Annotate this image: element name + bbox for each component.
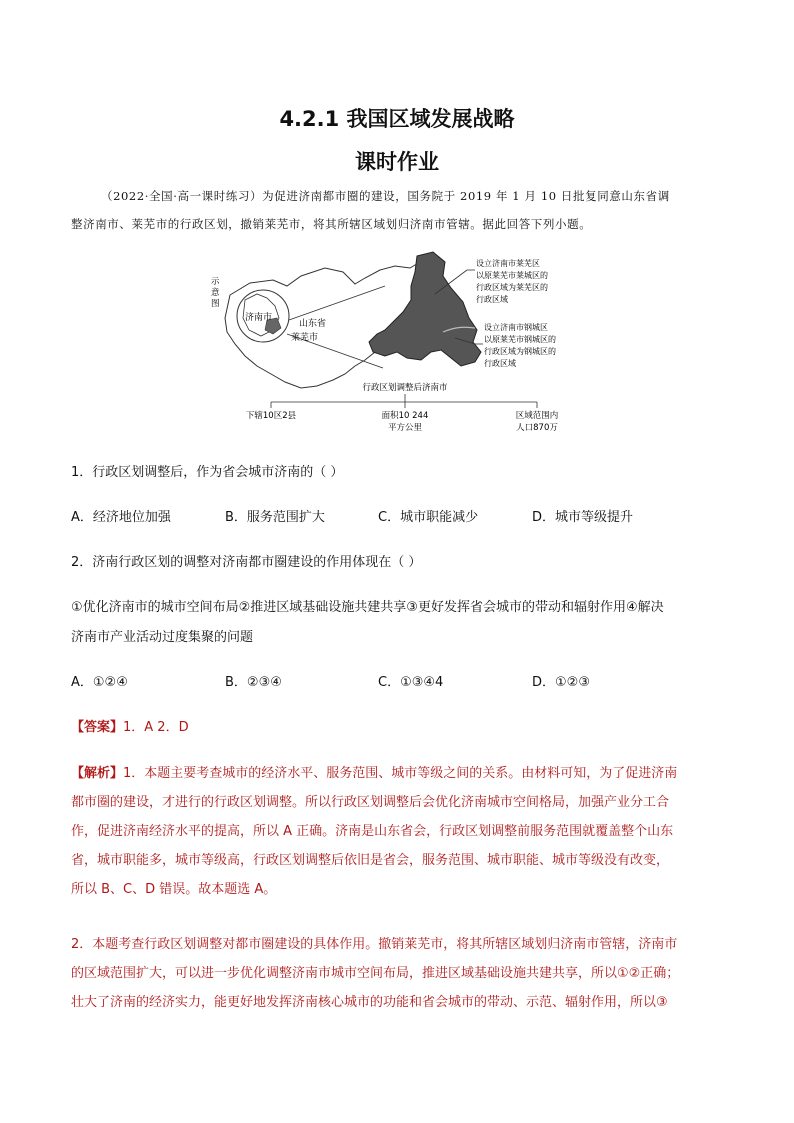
side-label-1: 示 — [211, 277, 220, 287]
analysis-p2-line3: 壮大了济南的经济实力，能更好地发挥济南核心城市的功能和省会城市的带动、示范、辐射作用，所以③ — [71, 995, 668, 1010]
page-title: 4.2.1 我国区域发展战略 — [279, 107, 515, 131]
q2-option-a: A．①②④ — [71, 675, 128, 690]
analysis-p2-line1: 2．本题考查行政区划调整对都市圈建设的具体作用。撤销莱芜市，将其所辖区域划归济南市管辖，济南市 — [71, 937, 678, 952]
q1-option-d: D．城市等级提升 — [532, 510, 634, 525]
annot1-line4: 行政区域 — [476, 295, 508, 304]
annot2-line2: 以原莱芜市钢城区的 — [484, 335, 556, 344]
map-figure — [205, 248, 605, 438]
q1-option-a: A．经济地位加强 — [71, 510, 171, 525]
laiwu-label: 莱芜市 — [291, 333, 319, 343]
jinan-label: 济南市 — [245, 313, 273, 323]
q1-option-c: C．城市职能减少 — [378, 510, 479, 525]
q2-option-c: C．①③④4 — [378, 675, 444, 690]
annot1-line3: 行政区域为莱芜区的 — [476, 283, 548, 292]
page-subtitle: 课时作业 — [355, 150, 439, 174]
annot1-line1: 设立济南市莱芜区 — [476, 259, 540, 268]
answer-text: 1．A 2．D — [123, 720, 189, 735]
tree-leaf-2-line1: 面积10 244 — [381, 411, 429, 421]
analysis-p1-line3: 作，促进济南经济水平的提高，所以 A 正确。济南是山东省会，行政区划调整前服务范围就覆盖整个山东 — [71, 824, 674, 839]
analysis-paragraph-1 — [71, 759, 731, 904]
question-1-stem: 1．行政区划调整后，作为省会城市济南的（ ） — [71, 465, 344, 480]
intro-line-1: （2022·全国·高一课时练习）为促进济南都市圈的建设，国务院于 2019 年 1 月 10 日批复同意山东省调 — [101, 189, 670, 203]
tree-root-label: 行政区划调整后济南市 — [362, 383, 448, 393]
tree-leaf-2-line2: 平方公里 — [387, 423, 423, 433]
question-2-stem: 2．济南行政区划的调整对济南都市圈建设的作用体现在（ ） — [71, 555, 422, 570]
analysis-label: 【解析】 — [71, 766, 124, 781]
annot2-line1: 设立济南市钢城区 — [484, 323, 548, 332]
analysis-p1-line4: 省，城市职能多，城市等级高，行政区划调整后依旧是省会，服务范围、城市职能、城市等级没有改变， — [71, 853, 670, 868]
q2-option-b: B．②③④ — [225, 675, 282, 690]
question-2-items-line2: 济南市产业活动过度集聚的问题 — [71, 630, 254, 645]
tree-leaf-3-line2: 人口870万 — [516, 423, 558, 433]
q2-option-d: D．①②③ — [532, 675, 590, 690]
question-2-items-line1: ①优化济南市的城市空间布局②推进区域基础设施共建共享③更好发挥省会城市的带动和辐射作用④解决 — [71, 600, 664, 615]
annot2-line3: 行政区域为钢城区的 — [484, 347, 556, 356]
analysis-p1-line2: 都市圈的建设，才进行的行政区划调整。所以行政区划调整后会优化济南城市空间格局，加强产业分工合 — [71, 795, 670, 810]
answer-label: 【答案】 — [71, 720, 124, 735]
tree-leaf-1: 下辖10区2县 — [245, 411, 297, 421]
intro-line-2: 整济南市、莱芜市的行政区划，撤销莱芜市，将其所辖区域划归济南市管辖。据此回答下列小题。 — [71, 217, 592, 231]
analysis-p2-line2: 的区域范围扩大，可以进一步优化调整济南市城市空间布局，推进区域基础设施共建共享，所以①②正确； — [71, 966, 680, 981]
q1-option-b: B．服务范围扩大 — [225, 510, 325, 525]
analysis-paragraph-2 — [71, 930, 731, 1017]
answer-line — [71, 716, 189, 735]
side-label-3: 图 — [211, 299, 220, 309]
shandong-label: 山东省 — [299, 319, 327, 329]
analysis-p1-line1: 1．本题主要考查城市的经济水平、服务范围、城市等级之间的关系。由材料可知，为了促进济南 — [123, 766, 678, 781]
annot1-line2: 以原莱芜市莱城区的 — [476, 271, 548, 280]
tree-leaf-3-line1: 区域范围内 — [515, 411, 559, 421]
annot2-line4: 行政区域 — [484, 359, 516, 368]
analysis-p1-line5: 所以 B、C、D 错误。故本题选 A。 — [71, 882, 277, 897]
side-label-2: 意 — [211, 288, 220, 298]
